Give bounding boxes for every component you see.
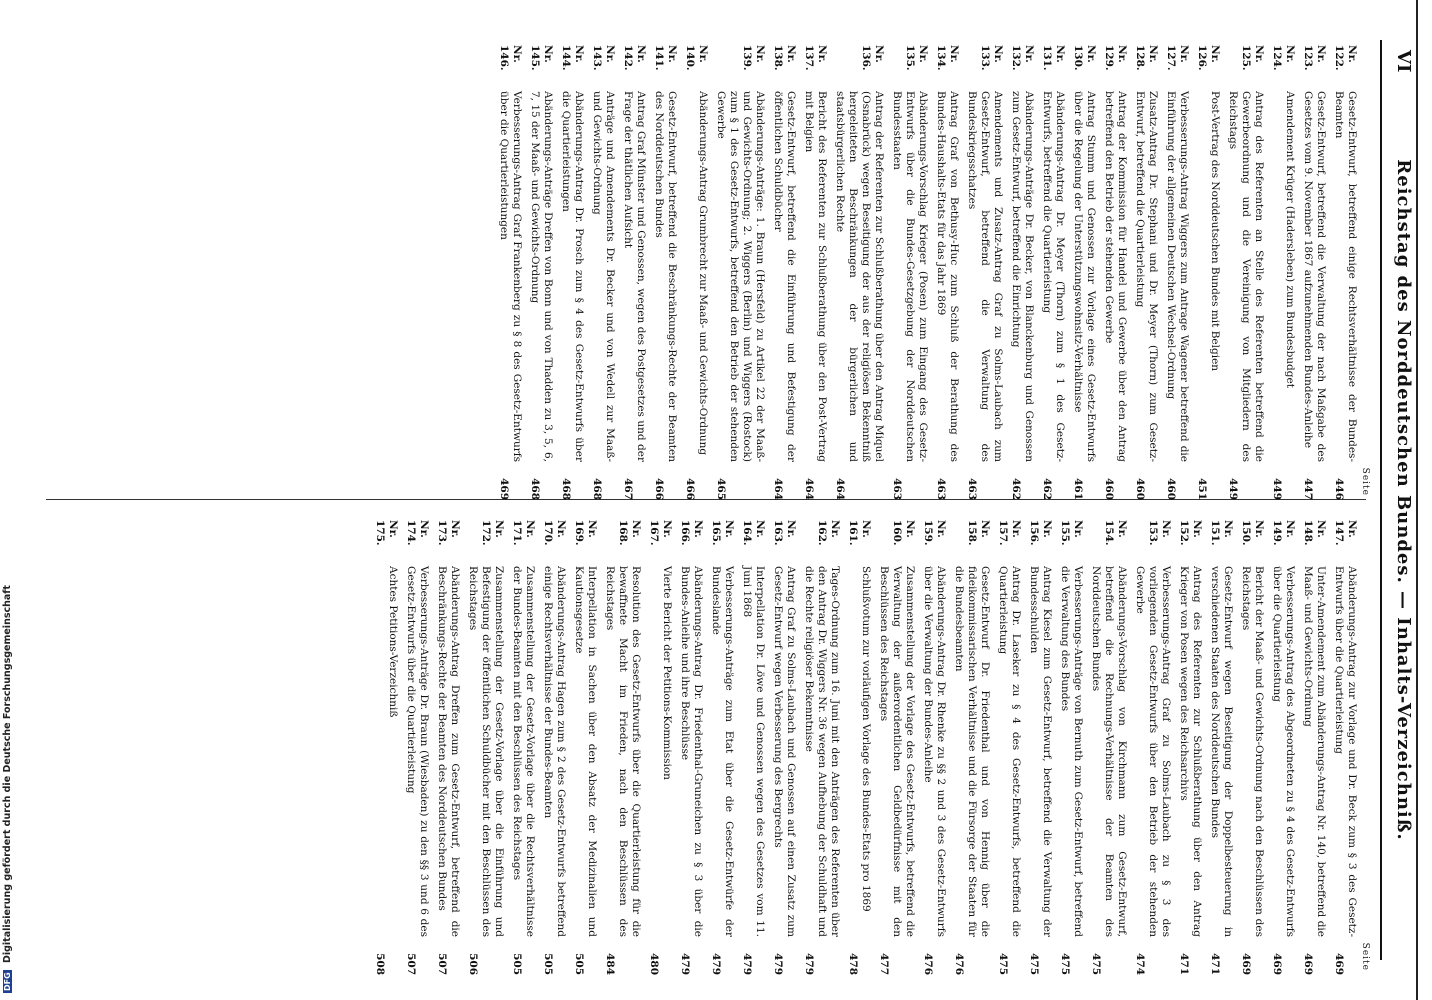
entry-text: Anträge und Amendements Dr. Becker und von Wedell zur Maaß- und Gewichts-Ordnung <box>591 91 616 462</box>
toc-entry <box>541 520 567 975</box>
page-title: Reichstag des Norddeutschen Bundes. — Inhalts-Verzeichniß. <box>1393 159 1414 841</box>
entry-page: 505 <box>573 953 585 975</box>
toc-entry <box>1133 45 1159 500</box>
toc-entry <box>528 45 554 500</box>
entry-number: Nr. 144. <box>560 45 585 71</box>
entry-page: 475 <box>997 953 1009 975</box>
credit-text: Digitalisierung gefördert durch die Deutsche Forschungsgemeinschaft <box>2 585 13 964</box>
entry-text: Abänderungs-Vorschlag Krieger (Posen) zum Eingang des Gesetz-Entwurfs über die Bundes-Gesetzgebung der Norddeutschen Bundesstaaten <box>891 91 929 462</box>
toc-entry <box>877 520 916 975</box>
toc-entry <box>497 45 523 500</box>
toc-entry <box>510 520 536 975</box>
entry-text: Interpellation Dr. Löwe und Genossen wegen des Gesetzes vom 11. Juni 1868 <box>741 566 766 937</box>
toc-entry <box>652 45 678 500</box>
entry-page: 477 <box>878 953 890 975</box>
toc-entry <box>621 45 647 500</box>
toc-entry <box>996 520 1022 975</box>
entry-number: Nr. 123. <box>1302 45 1327 71</box>
entry-text: Abänderungs-Anträge Dreffen von Bonn und von Thadden zu 3, 5, 6, 7, 15 der Maaß- und Gewichts-Ordnung <box>529 91 554 462</box>
entry-text: Verbesserungs-Antrag Graf zu Solms-Laubach zu § 3 des vorliegenden Gesetz-Entwurfs über den Betrieb der stehenden Gewerbe <box>1134 566 1172 937</box>
entry-text: Amendement Krüger (Hadersleben) zum Bundesbudget <box>1284 91 1296 388</box>
page-header <box>1384 40 1414 960</box>
seite-label-left: Seite <box>1360 467 1370 496</box>
entry-page: 464 <box>834 478 846 500</box>
entry-page: 447 <box>1302 478 1314 500</box>
toc-entry <box>1301 45 1327 500</box>
entry-number: Nr. 145. <box>529 45 554 71</box>
entry-number: Nr. 122. <box>1333 45 1358 71</box>
entry-text: Schlußvotum zur vorläufigen Vorlage des Bundes-Etats pro 1869 <box>860 566 872 912</box>
entry-page: 463 <box>966 478 978 500</box>
entry-number: Nr. 164. <box>741 520 766 546</box>
entry-page: 460 <box>1165 478 1177 500</box>
entry-text: Zusammenstellung der Gesetz-Vorlage über die Rechtsverhältnisse der Bundes-Beamten mit den Beschlüssen des Reichstages <box>511 566 536 937</box>
entry-text: Antrag Kiesel zum Gesetz-Entwurf, betreffend die Verwaltung der Bundesschulden <box>1028 566 1053 937</box>
left-entries <box>497 45 1358 500</box>
entry-number: Nr. 156. <box>1028 520 1053 546</box>
entry-number: Nr. 146. <box>498 45 523 71</box>
toc-entry <box>921 520 947 975</box>
entry-number: Nr. 141. <box>653 45 678 71</box>
toc-entry <box>590 45 616 500</box>
entry-page: 462 <box>1041 478 1053 500</box>
toc-entry <box>1177 520 1203 975</box>
entry-text: Verbesserungs-Anträge von Bernuth zum Gesetz-Entwurf, betreffend die Verwaltung des Bundes <box>1059 566 1084 937</box>
entry-text: Antrag der Kommission für Handel und Gewerbe über den Antrag betreffend den Betrieb der stehenden Gewerbe <box>1103 91 1128 462</box>
entry-page: 475 <box>1028 953 1040 975</box>
toc-entry <box>1270 520 1296 975</box>
entry-text: Antrag des Referenten zur Schlußberathung über den Antrag Krieger von Posen wegen des Reichsarchivs <box>1178 566 1203 937</box>
entry-text: Antrag Graf von Bethusy-Huc zum Schluß der Berathung des Bundes-Haushalts-Etats für das Jahr 1869 <box>935 91 960 462</box>
entry-page: 507 <box>436 953 448 975</box>
entry-number: Nr. 157. <box>997 520 1022 546</box>
entry-page: 460 <box>1134 478 1146 500</box>
entry-text: Antrag Graf zu Solms-Laubach und Genossen auf einen Zusatz zum Gesetz-Entwurf wegen Verbesserung des Bergrechts <box>772 566 797 937</box>
entry-number: Nr. 169. <box>573 520 598 546</box>
toc-entry <box>1089 520 1128 975</box>
entry-text: Abänderungs-Antrag Dr. Friedenthal-Gruneichen zu § 3 über die Bundes-Anleihe und ihre Beschlüsse <box>679 566 704 937</box>
toc-entry <box>965 45 1004 500</box>
entry-page: 478 <box>847 953 859 975</box>
entry-number: Nr. 142. <box>622 45 647 71</box>
entry-text: Abänderungs-Anträge: 1. Braun (Hersfeld) zu Artikel 22 der Maaß- und Gewichts-Ordnung; 2. Wiggers (Berlin) und Wiggers (Rostock) zum § 1 des Gesetz-Entwurfs, betreffend den Betrieb der stehenden Gewerbe <box>715 91 766 462</box>
entry-text: Post-Vertrag des Norddeutschen Bundes mit Belgien <box>1209 91 1221 372</box>
entry-number: Nr. 160. <box>891 520 916 546</box>
toc-entry <box>1071 45 1097 500</box>
toc-entry <box>603 520 642 975</box>
entry-page: 446 <box>1333 478 1345 500</box>
scan-edge-line <box>1416 0 1418 1000</box>
entry-page: 507 <box>405 953 417 975</box>
entry-page: 469 <box>1302 953 1314 975</box>
entry-number: Nr. 136. <box>860 45 885 71</box>
toc-entry <box>373 520 399 975</box>
entry-text: Gesetz-Entwurf, betreffend einige Rechtsverhältnisse der Bundes-Beamten <box>1333 91 1358 462</box>
toc-entry <box>709 520 735 975</box>
entry-text: Unter-Amendement zum Abänderungs-Antrag Nr. 140, betreffend die Maaß- und Gewichts-Ordnung <box>1302 566 1327 937</box>
entry-page: 505 <box>542 953 554 975</box>
toc-entry <box>1009 45 1035 500</box>
entry-number: Nr. 125. <box>1240 45 1265 71</box>
entry-page: 462 <box>1010 478 1022 500</box>
entry-page: 479 <box>803 953 815 975</box>
entry-page: 475 <box>1059 953 1071 975</box>
entry-number: Nr. 131. <box>1041 45 1066 71</box>
entry-text: Gesetz-Entwurf, betreffend die Beschränkungs-Rechte der Beamten des Norddeutschen Bundes <box>653 91 678 462</box>
toc-entry <box>1195 45 1221 500</box>
entry-text: Abänderungs-Vorschlag von Kirchmann zum Gesetz-Entwurf, betreffend die Rechnungs-Verhältnisse der Beamten des Norddeutschen Bundes <box>1090 566 1128 937</box>
entry-number: Nr. 143. <box>591 45 616 71</box>
toc-entry <box>683 45 709 500</box>
entry-number: Nr. 153. <box>1147 520 1172 546</box>
entry-number: Nr. 132. <box>1010 45 1035 71</box>
entry-number: Nr. 158. <box>966 520 991 546</box>
right-entries <box>373 520 1358 975</box>
entry-number: Nr. 148. <box>1302 520 1327 546</box>
entry-text: Antrag Stumm und Genossen zur Vorlage eines Gesetz-Entwurfs über die Regelung der Unterstützungswohnsitz-Verhältnisse <box>1072 91 1097 462</box>
entry-page: 464 <box>803 478 815 500</box>
entry-text: Bericht des Referenten zur Schlußberathung über den Post-Vertrag mit Belgien <box>803 91 828 462</box>
entry-page: 506 <box>467 953 479 975</box>
entry-text: Antrag Dr. Laseker zu § 4 des Gesetz-Entwurfs, betreffend die Quartierleistung <box>997 566 1022 937</box>
entry-text: Antrag der Referenten zur Schlußberathung über den Antrag Miquel (Osnabrück) wegen Beseitigung der aus der religiösen Bekenntniß hergeleiteten Beschränkungen der bürgerlichen und staatsbürgerlichen Rechte <box>834 91 885 462</box>
entry-page: 466 <box>684 478 696 500</box>
entry-number: Nr. 167. <box>648 520 673 546</box>
entry-text: Antrag des Referenten an Stelle des Referenten betreffend die Gewerbeordnung und die Vereinigung von Mitgliedern des Reichstags <box>1227 91 1265 462</box>
entry-number: Nr. 149. <box>1271 520 1296 546</box>
toc-entry <box>846 520 872 975</box>
toc-entry <box>740 520 766 975</box>
left-column <box>492 45 1370 500</box>
toc-entry <box>1027 520 1053 975</box>
entry-text: Abänderungs-Antrag Dr. Rhenke zu §§ 2 und 3 des Gesetz-Entwurfs über die Verwaltung der Bundes-Anleihe <box>922 566 947 937</box>
entry-page: 476 <box>922 953 934 975</box>
entry-number: Nr. 162. <box>816 520 841 546</box>
toc-entry <box>802 45 828 500</box>
entry-page: 449 <box>1271 478 1283 500</box>
toc-entry <box>1040 45 1066 500</box>
toc-entry <box>833 45 885 500</box>
toc-entry <box>466 520 505 975</box>
entry-text: Abänderungs-Antrag Grumbrecht zur Maaß- und Gewichts-Ordnung <box>697 91 709 456</box>
entry-number: Nr. 137. <box>803 45 828 71</box>
toc-entry <box>572 520 598 975</box>
entry-page: 463 <box>935 478 947 500</box>
toc-entry <box>934 45 960 500</box>
entry-page: 463 <box>891 478 903 500</box>
entry-number: Nr. 129. <box>1103 45 1128 71</box>
entry-number: Nr. 165. <box>710 520 735 546</box>
entry-number: Nr. 134. <box>935 45 960 71</box>
entry-page: 508 <box>374 953 386 975</box>
entry-text: Interpellation in Sachen über den Absatz der Medizinalien und Kautionsgesetze <box>573 566 598 937</box>
entry-text: Abänderungs-Antrag Dr. Meyer (Thorn) zum § 1 des Gesetz-Entwurfs, betreffend die Quartierleistung <box>1041 91 1066 462</box>
entry-page: 471 <box>1209 953 1221 975</box>
toc-entry <box>1164 45 1190 500</box>
toc-entry <box>802 520 841 975</box>
entry-number: Nr. 124. <box>1271 45 1296 71</box>
dfg-logo: DFG <box>3 972 12 991</box>
entry-number: Nr. 133. <box>979 45 1004 71</box>
entry-text: Zusatz-Antrag Dr. Stephani und Dr. Meyer (Thorn) zum Gesetz-Entwurf, betreffend die Quartierleistung <box>1134 91 1159 462</box>
entry-page: 479 <box>679 953 691 975</box>
toc-entry <box>771 45 797 500</box>
entry-page: 484 <box>604 953 616 975</box>
entry-number: Nr. 138. <box>772 45 797 71</box>
entry-number: Nr. 150. <box>1240 520 1265 546</box>
entry-number: Nr. 175. <box>374 520 399 546</box>
entry-text: Verbesserungs-Anträge zum Etat über die Gesetz-Entwürfe der Bundeslande <box>710 566 735 937</box>
entry-text: Abänderungs-Anträge Dr. Becker, von Blanckenburg und Genossen zum Gesetz-Entwurf, betreffend die Einrichtung <box>1010 91 1035 462</box>
entry-page: 480 <box>648 953 660 975</box>
header-rule <box>1380 40 1382 960</box>
toc-entry <box>952 520 991 975</box>
entry-text: Verbesserungs-Antrag des Abgeordneten zu § 4 des Gesetz-Entwurfs über die Quartierleistung <box>1271 566 1296 937</box>
toc-entry <box>771 520 797 975</box>
entry-number: Nr. 174. <box>405 520 430 546</box>
entry-page: 469 <box>1271 953 1283 975</box>
entry-text: Zusammenstellung der Gesetz-Vorlage über die Einführung und Befestigung der öffentlichen Schuldbücher mit den Beschlüssen des Reichstages <box>467 566 505 937</box>
toc-entry <box>1226 45 1265 500</box>
toc-entry <box>435 520 461 975</box>
right-column <box>368 520 1370 975</box>
entry-number: Nr. 154. <box>1103 520 1128 546</box>
entry-page: 449 <box>1227 478 1239 500</box>
entry-text: Resolution des Gesetz-Entwurfs über die Quartierleistung für die bewaffnete Macht im Frieden, nach den Beschlüssen des Reichstages <box>604 566 642 937</box>
toc-entry <box>1332 45 1358 500</box>
toc-entry <box>890 45 929 500</box>
entry-page: 466 <box>653 478 665 500</box>
entry-number: Nr. 135. <box>904 45 929 71</box>
entry-page: 469 <box>1333 953 1345 975</box>
entry-page: 479 <box>772 953 784 975</box>
entry-text: Zusammenstellung der Vorlage des Gesetz-Entwurfs, betreffend die Verwaltung der außerordentlichen Geldbedürfnisse mit den Beschlüssen des Reichstages <box>878 566 916 937</box>
entry-number: Nr. 168. <box>617 520 642 546</box>
entry-page: 474 <box>1134 953 1146 975</box>
entry-page: 479 <box>741 953 753 975</box>
entry-page: 469 <box>498 478 510 500</box>
toc-entry <box>1239 520 1265 975</box>
toc-entry <box>714 45 766 500</box>
toc-entry <box>1133 520 1172 975</box>
entry-number: Nr. 128. <box>1134 45 1159 71</box>
toc-entry <box>647 520 673 975</box>
entry-page: 468 <box>591 478 603 500</box>
toc-entry <box>678 520 704 975</box>
entry-number: Nr. 166. <box>679 520 704 546</box>
entry-number: Nr. 163. <box>772 520 797 546</box>
entry-text: Bericht der Maaß- und Gewichts-Ordnung nach den Beschlüssen des Reichstages <box>1240 566 1265 937</box>
entry-page: 468 <box>560 478 572 500</box>
entry-text: Verbesserungs-Antrag Graf Frankenberg zu § 8 des Gesetz-Entwurfs über die Quartierleistungen <box>498 91 523 462</box>
entry-text: Abänderungs-Antrag zur Vorlage und Dr. Beck zum § 3 des Gesetz-Entwurfs über die Quartierleistung <box>1333 566 1358 937</box>
entry-page: 475 <box>1090 953 1102 975</box>
entry-number: Nr. 140. <box>684 45 709 71</box>
toc-entry <box>1208 520 1234 975</box>
entry-number: Nr. 147. <box>1333 520 1358 546</box>
entry-number: Nr. 155. <box>1059 520 1084 546</box>
entry-number: Nr. 170. <box>542 520 567 546</box>
entry-text: Abänderungs-Antrag Dreffen zum Gesetz-Entwurf, betreffend die Beschränkungs-Rechte der Beamten des Norddeutschen Bundes <box>436 566 461 937</box>
entry-page: 471 <box>1178 953 1190 975</box>
entry-text: Gesetz-Entwurf wegen Beseitigung der Doppelbesteuerung in verschiedenen Staaten des Norddeutschen Bundes <box>1209 566 1234 937</box>
entry-number: Nr. 127. <box>1165 45 1190 71</box>
entry-text: Verbesserungs-Anträge Dr. Braun (Wiesbaden) zu den §§ 3 und 6 des Gesetz-Entwurfs über die Quartierleistung <box>405 566 430 937</box>
seite-label-right: Seite <box>1360 942 1370 971</box>
entry-number: Nr. 130. <box>1072 45 1097 71</box>
toc-entry <box>1301 520 1327 975</box>
entry-text: Gesetz-Entwurf, betreffend die Einführung und Befestigung der öffentlichen Schuldbücher <box>772 91 797 462</box>
entry-number: Nr. 173. <box>436 520 461 546</box>
entry-text: Verbesserungs-Antrag Wiggers zum Antrage Wagener betreffend die Einführung der allgemeinen Deutschen Wechsel-Ordnung <box>1165 91 1190 462</box>
entry-page: 505 <box>511 953 523 975</box>
entry-text: Vierte Bericht der Petitions-Kommission <box>661 566 673 780</box>
entry-page: 451 <box>1196 478 1208 500</box>
toc-entry <box>559 45 585 500</box>
entry-page: 465 <box>715 478 727 500</box>
entry-page: 476 <box>953 953 965 975</box>
toc-entry <box>1102 45 1128 500</box>
entry-number: Nr. 171. <box>511 520 536 546</box>
entry-page: 467 <box>622 478 634 500</box>
entry-page: 461 <box>1072 478 1084 500</box>
entry-number: Nr. 126. <box>1196 45 1221 71</box>
toc-entry <box>1332 520 1358 975</box>
entry-text: Abänderungs-Antrag Dr. Prosch zum § 4 des Gesetz-Entwurfs über die Quartierleistungen <box>560 91 585 462</box>
entry-page: 460 <box>1103 478 1115 500</box>
entry-page: 479 <box>710 953 722 975</box>
entry-text: Gesetz-Entwurf Dr. Friedenthal und von Hennig über die fideikommissarischen Verhältnisse und die Fürsorge der Staaten für die Bundesbeamten <box>953 566 991 937</box>
entry-number: Nr. 151. <box>1209 520 1234 546</box>
toc-entry <box>404 520 430 975</box>
entry-text: Achtes Petitions-Verzeichniß <box>387 566 399 718</box>
entry-text: Abänderungs-Antrag Hagen zum § 2 des Gesetz-Entwurfs betreffend einige Rechtsverhältnisse der Bundes-Beamten <box>542 566 567 937</box>
toc-entry <box>1058 520 1084 975</box>
entry-page: 469 <box>1240 953 1252 975</box>
entry-text: Amendements und Zusatz-Antrag Graf zu Solms-Laubach zum Gesetz-Entwurf, betreffend die Verwaltung des Bundeskriegsschatzes <box>966 91 1004 462</box>
entry-number: Nr. 152. <box>1178 520 1203 546</box>
toc-entry <box>1270 45 1296 500</box>
entry-page: 464 <box>772 478 784 500</box>
digitization-credit <box>0 0 18 1000</box>
entry-text: Gesetz-Entwurf, betreffend die Verwaltung der nach Maßgabe des Gesetzes vom 9. November 1867 aufzunehmenden Bundes-Anleihe <box>1302 91 1327 462</box>
entry-number: Nr. 161. <box>847 520 872 546</box>
entry-text: Antrag Graf Münster und Genossen, wegen des Postgesetzes und der Frage der thätlichen Aufsicht <box>622 91 647 462</box>
entry-number: Nr. 172. <box>480 520 505 546</box>
entry-number: Nr. 139. <box>741 45 766 71</box>
page-number: VI <box>1393 50 1414 73</box>
entry-number: Nr. 159. <box>922 520 947 546</box>
entry-text: Tages-Ordnung zum 16. Juni mit den Anträgen des Referenten über den Antrag Dr. Wiggers Nr. 36 wegen Aufhebung der Schuldhaft und die Rechte religiöser Bekenntnisse <box>803 566 841 937</box>
entry-page: 468 <box>529 478 541 500</box>
